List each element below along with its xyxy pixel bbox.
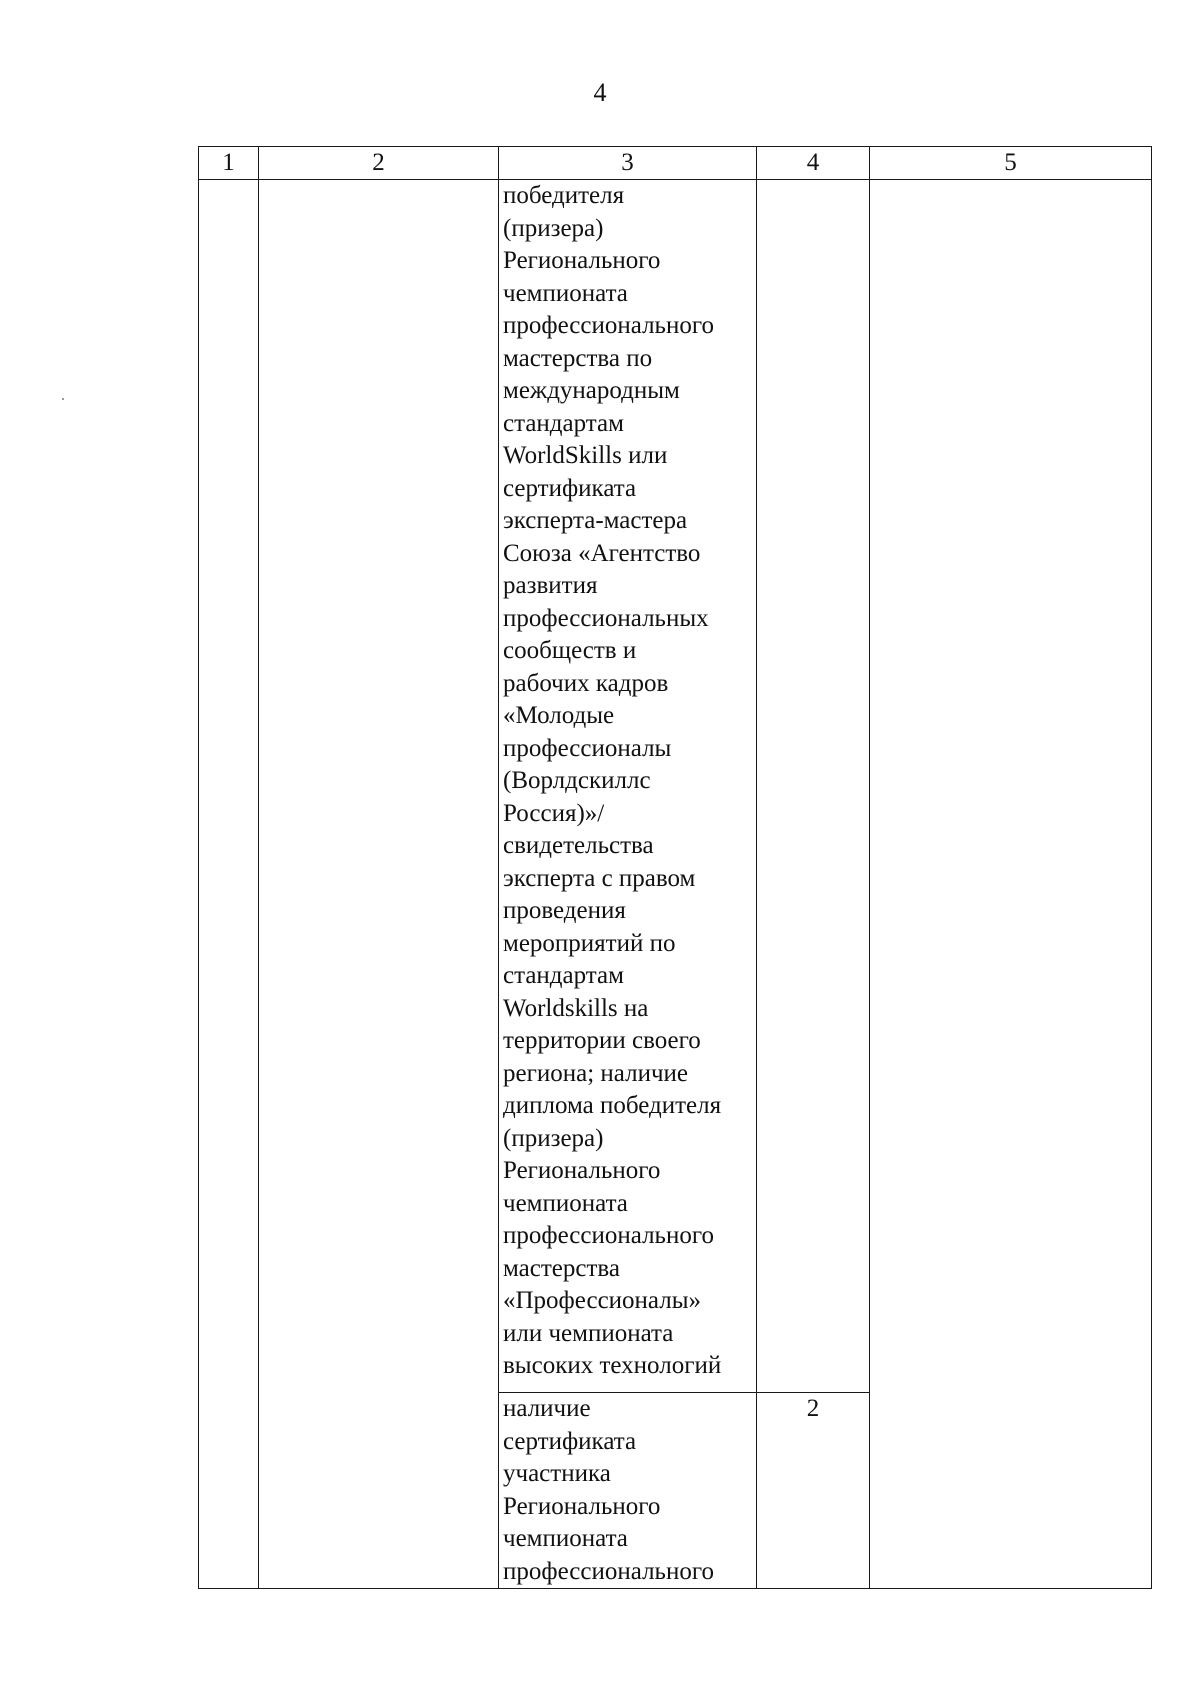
page-number: 4 [593, 78, 607, 107]
score-cell: 2 [757, 1393, 870, 1589]
scan-artifact [62, 398, 64, 400]
column-header-3: 3 [499, 147, 757, 180]
row-cell-col2 [259, 180, 499, 1589]
score-cell [757, 180, 870, 1393]
row-cell-col1 [199, 180, 259, 1589]
column-header-1: 1 [199, 147, 259, 180]
column-header-4: 4 [757, 147, 870, 180]
criterion-text-cell: наличие сертификата участника Регионального чемпионата профессионального [499, 1393, 757, 1589]
row-cell-col5 [870, 180, 1152, 1589]
table-header-row [199, 147, 1152, 180]
criteria-table [198, 146, 1152, 1589]
column-header-5: 5 [870, 147, 1152, 180]
criterion-text-cell: победителя (призера) Регионального чемпионата профессионального мастерства по международным стандартам WorldSkills или сертификата эксперта-мастера Союза «Агентство развития профессиональных сообществ и рабочих кадров «Молодые профессионалы (Ворлдскиллс Россия)»/ свидетельства эксперта с правом проведения мероприятий по стандартам Worldskills на территории своего региона; наличие диплома победителя (призера) Регионального чемпионата профессионального мастерства «Профессионалы» или чемпионата высоких технологий [499, 180, 757, 1393]
column-header-2: 2 [259, 147, 499, 180]
table-row [199, 180, 1152, 1393]
